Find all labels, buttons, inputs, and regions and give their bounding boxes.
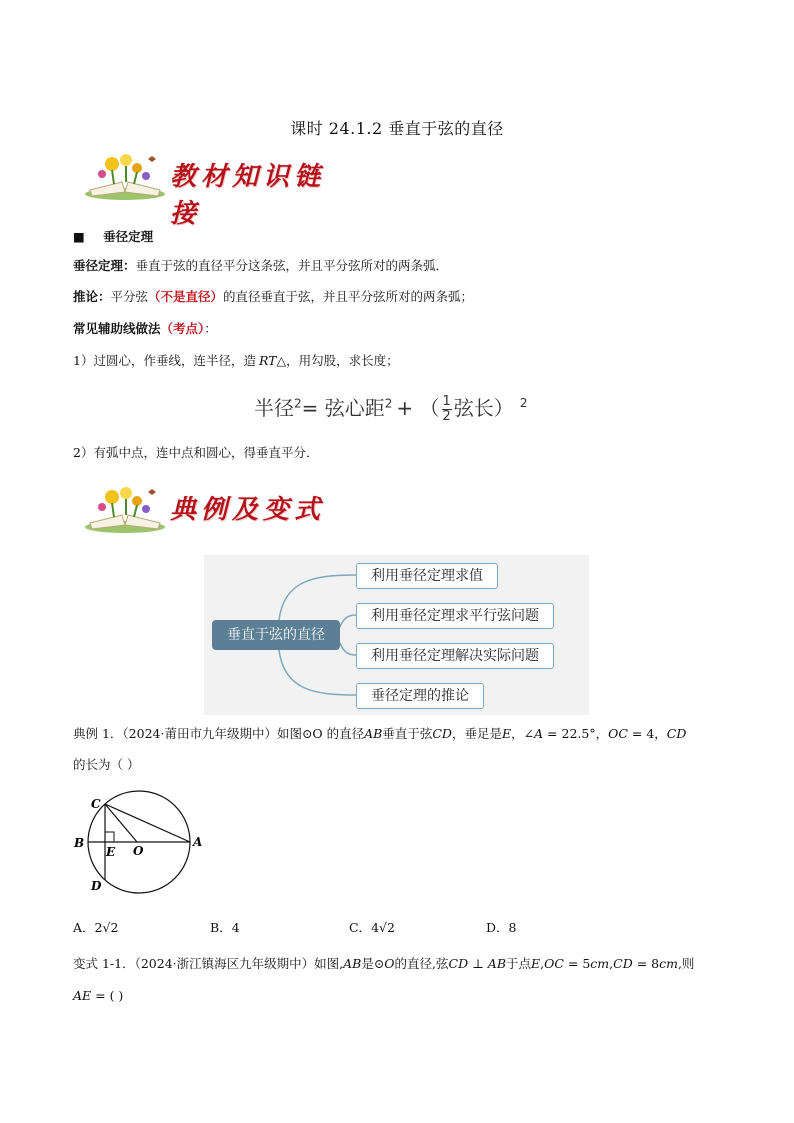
fraction-numerator: 1: [442, 394, 451, 409]
bullet-icon: ■: [73, 229, 85, 244]
mind-map-node: 垂径定理的推论: [356, 683, 484, 709]
variant-1-1-question: 变式 1-1．（2024·浙江镇海区九年级期中）如图,𝐴𝐵是⊙𝑂的直径,弦𝐶𝐷 ⊥ 𝐴𝐵于点𝐸,𝑂𝐶 = 5𝑐𝑚,𝐶𝐷 = 8𝑐𝑚,则: [73, 956, 695, 971]
banner-title: 教材知识链接: [170, 162, 326, 229]
section-heading-text: 垂径定理: [103, 229, 154, 244]
step1-post: △，用勾股，求长度；: [276, 353, 399, 368]
section-banner-knowledge: [82, 150, 352, 229]
option-d[interactable]: [486, 918, 516, 936]
example-1-question-cont: 的长为（ ）: [73, 757, 140, 772]
option-value: 8: [508, 920, 517, 935]
point-label-d: D: [91, 879, 102, 893]
mind-map-node: 利用垂径定理求平行弦问题: [356, 603, 554, 629]
aux-highlight: （考点）: [160, 321, 205, 336]
variant-1-1-question-cont: 𝐴𝐸 = ( ): [73, 988, 124, 1003]
section-banner-examples: [82, 483, 332, 535]
formula-plus: + （: [396, 396, 440, 420]
formula-chord: 弦长）: [453, 396, 514, 420]
theorem-label: 垂径定理：: [73, 258, 136, 273]
corollary-highlight: （不是直径）: [148, 289, 224, 304]
option-value: 4: [231, 920, 240, 935]
theorem-line: [73, 257, 448, 275]
book-flowers-icon: [82, 483, 168, 535]
circle-chord-figure: [72, 786, 212, 898]
aux-line-heading: [73, 320, 217, 338]
option-value: 4√2: [371, 920, 395, 935]
formula-radius: 半径: [254, 396, 294, 420]
corollary-pre: 平分弦: [110, 289, 149, 304]
formula-sq-2: 2: [384, 396, 393, 411]
aux-colon: ：: [204, 321, 217, 336]
formula-distance: = 弦心距: [301, 396, 385, 420]
option-label: B．: [210, 920, 232, 935]
point-label-o: O: [133, 844, 144, 858]
formula-sq-3: 2: [519, 396, 528, 411]
step1-rt: RT: [258, 353, 277, 368]
point-label-a: A: [193, 835, 203, 849]
book-flowers-icon: [82, 150, 168, 202]
corollary-post: 的直径垂直于弦，并且平分弦所对的两条弧；: [223, 289, 474, 304]
step1-pre: 1）过圆心，作垂线，连半径，造: [73, 353, 256, 368]
banner-title: 典例及变式: [170, 495, 326, 525]
page-title: 课时 24.1.2 垂直于弦的直径: [290, 119, 504, 138]
option-label: A．: [73, 920, 95, 935]
example-1-question: 典例 1．（2024·莆田市九年级期中）如图⊙O 的直径𝐴𝐵垂直于弦𝐶𝐷，垂足是𝐸，∠𝐴 = 22.5°，𝑂𝐶 = 4，𝐶𝐷: [73, 726, 687, 741]
option-label: D．: [486, 920, 509, 935]
option-value: 2√2: [94, 920, 119, 935]
theorem-text: 垂直于弦的直径平分这条弦，并且平分弦所对的两条弧．: [135, 258, 449, 273]
option-b[interactable]: [210, 918, 240, 936]
option-c[interactable]: [349, 918, 395, 936]
corollary-line: [73, 288, 473, 306]
fraction-denominator: 2: [442, 409, 451, 424]
formula-half-fraction: [442, 395, 452, 424]
aux-label: 常见辅助线做法: [73, 321, 161, 336]
mind-map: [204, 555, 589, 715]
mind-map-root: 垂直于弦的直径: [212, 620, 340, 650]
point-label-b: B: [74, 836, 85, 850]
point-label-c: C: [91, 797, 101, 811]
point-label-e: E: [106, 845, 116, 859]
step-1: [73, 352, 399, 370]
option-label: C．: [349, 920, 372, 935]
mind-map-node: 利用垂径定理解决实际问题: [356, 643, 554, 669]
step-2: 2）有弧中点，连中点和圆心，得垂直平分．: [73, 445, 319, 460]
mind-map-node: 利用垂径定理求值: [356, 563, 498, 589]
formula-sq-1: 2: [294, 396, 302, 411]
section-heading: [73, 228, 153, 246]
option-a[interactable]: [73, 918, 118, 936]
pythagoras-formula: [254, 392, 527, 424]
corollary-label: 推论：: [73, 289, 111, 304]
